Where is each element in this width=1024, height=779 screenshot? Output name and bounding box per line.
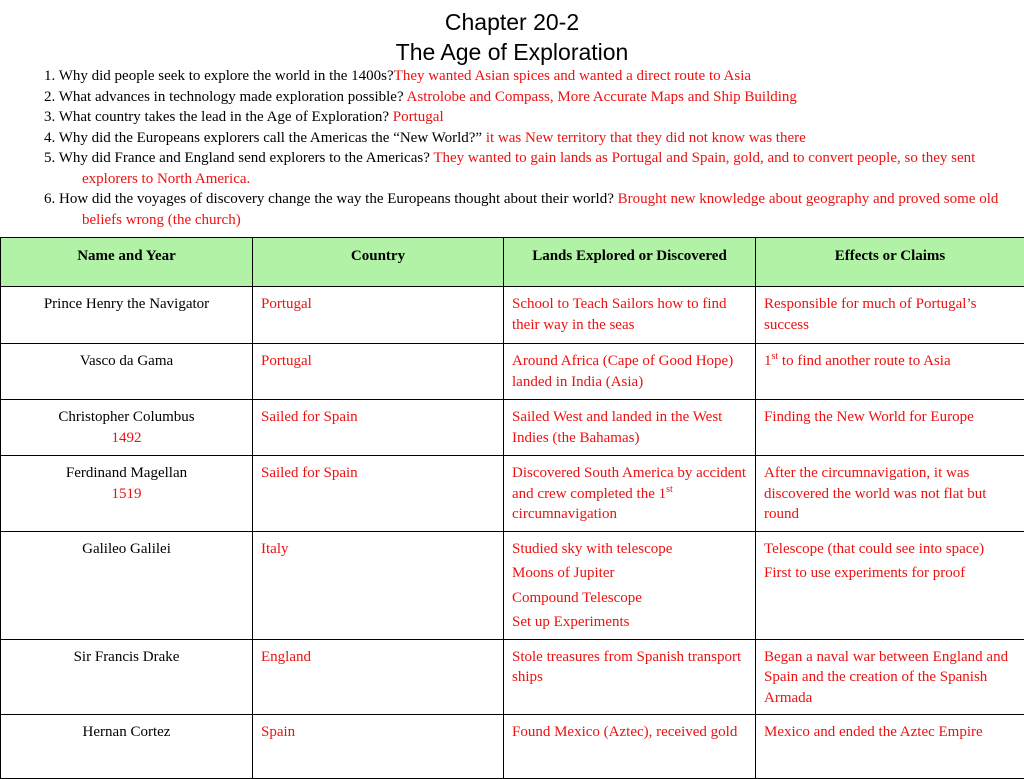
lands-cell: Stole treasures from Spanish transport ships xyxy=(504,639,756,715)
lands-cell xyxy=(504,531,756,639)
explorer-name-cell xyxy=(1,456,253,532)
table-row xyxy=(1,400,1024,456)
country-cell: Portugal xyxy=(253,344,504,400)
table-row xyxy=(1,531,1024,639)
questions-list xyxy=(44,66,1014,230)
question-text: 6. How did the voyages of discovery change the way the Europeans thought about their world? xyxy=(44,191,618,207)
effects-text: to find another route to Asia xyxy=(778,353,950,369)
answer-text: They wanted Asian spices and wanted a direct route to Asia xyxy=(394,68,751,84)
lands-item: Studied sky with telescope xyxy=(512,539,747,560)
explorer-year: 1519 xyxy=(9,484,244,505)
explorers-table xyxy=(0,237,1024,779)
lands-text: circumnavigation xyxy=(512,506,617,522)
explorer-name-cell xyxy=(1,344,253,400)
question-text: 5. Why did France and England send explorers to the Americas? xyxy=(44,150,433,166)
effects-cell: Mexico and ended the Aztec Empire xyxy=(756,715,1024,779)
effects-cell: Began a naval war between England and Spain and the creation of the Spanish Armada xyxy=(756,639,1024,715)
table-row xyxy=(1,344,1024,400)
lands-item: Set up Experiments xyxy=(512,612,747,633)
question-item xyxy=(44,87,1014,108)
chapter-title: Chapter 20-2 xyxy=(0,8,1024,36)
explorer-name-cell xyxy=(1,400,253,456)
country-cell: Italy xyxy=(253,531,504,639)
question-item xyxy=(44,107,1014,128)
column-header-country: Country xyxy=(253,238,504,287)
question-item xyxy=(44,66,1014,87)
effects-cell: Finding the New World for Europe xyxy=(756,400,1024,456)
question-item xyxy=(44,189,1014,230)
answer-text: it was New territory that they did not know was there xyxy=(486,130,806,146)
answer-text: Astrolobe and Compass, More Accurate Maps and Ship Building xyxy=(407,89,797,105)
table-row xyxy=(1,456,1024,532)
lands-cell: Found Mexico (Aztec), received gold xyxy=(504,715,756,779)
answer-text: Portugal xyxy=(393,109,444,125)
country-cell: England xyxy=(253,639,504,715)
table-header-row xyxy=(1,238,1024,287)
question-text: 3. What country takes the lead in the Age of Exploration? xyxy=(44,109,393,125)
column-header-lands: Lands Explored or Discovered xyxy=(504,238,756,287)
explorer-name: Hernan Cortez xyxy=(9,722,244,743)
question-item xyxy=(44,128,1014,149)
effects-cell xyxy=(756,531,1024,639)
explorer-name: Galileo Galilei xyxy=(9,539,244,560)
lands-item: Compound Telescope xyxy=(512,588,747,609)
effects-cell xyxy=(756,344,1024,400)
effects-item: Telescope (that could see into space) xyxy=(764,539,1016,560)
lands-text: Discovered South America by accident and crew completed the 1 xyxy=(512,465,746,502)
country-cell: Sailed for Spain xyxy=(253,456,504,532)
section-title: The Age of Exploration xyxy=(0,38,1024,66)
table-row xyxy=(1,715,1024,779)
explorer-name: Vasco da Gama xyxy=(9,351,244,372)
country-cell: Sailed for Spain xyxy=(253,400,504,456)
explorer-name: Sir Francis Drake xyxy=(9,647,244,668)
answer-text: Brought new knowledge about geography and proved some old beliefs wrong (the church) xyxy=(82,191,998,228)
effects-cell: After the circumnavigation, it was discovered the world was not flat but round xyxy=(756,456,1024,532)
explorer-year: 1492 xyxy=(9,428,244,449)
lands-cell xyxy=(504,456,756,532)
column-header-effects: Effects or Claims xyxy=(756,238,1024,287)
country-cell: Portugal xyxy=(253,287,504,344)
effects-item: First to use experiments for proof xyxy=(764,563,1016,584)
column-header-name: Name and Year xyxy=(1,238,253,287)
question-text: 4. Why did the Europeans explorers call the Americas the “New World?” xyxy=(44,130,486,146)
effects-cell: Responsible for much of Portugal’s success xyxy=(756,287,1024,344)
explorer-name-cell xyxy=(1,639,253,715)
explorer-name-cell xyxy=(1,531,253,639)
ordinal-suffix: st xyxy=(666,484,673,495)
explorer-name: Prince Henry the Navigator xyxy=(9,294,244,315)
explorer-name: Ferdinand Magellan xyxy=(9,463,244,484)
explorer-name-cell xyxy=(1,715,253,779)
effects-text: 1 xyxy=(764,353,772,369)
question-text: 2. What advances in technology made exploration possible? xyxy=(44,89,407,105)
explorer-name: Christopher Columbus xyxy=(9,407,244,428)
lands-cell: Sailed West and landed in the West Indies (the Bahamas) xyxy=(504,400,756,456)
ordinal-suffix: st xyxy=(772,351,779,362)
country-cell: Spain xyxy=(253,715,504,779)
answer-text: They wanted to gain lands as Portugal and Spain, gold, and to convert people, so they sent explorers to North America. xyxy=(82,150,975,187)
lands-cell: Around Africa (Cape of Good Hope) landed in India (Asia) xyxy=(504,344,756,400)
table-row xyxy=(1,287,1024,344)
lands-item: Moons of Jupiter xyxy=(512,563,747,584)
table-row xyxy=(1,639,1024,715)
explorer-name-cell xyxy=(1,287,253,344)
question-text: 1. Why did people seek to explore the world in the 1400s? xyxy=(44,68,394,84)
question-item xyxy=(44,148,1014,189)
lands-cell: School to Teach Sailors how to find their way in the seas xyxy=(504,287,756,344)
